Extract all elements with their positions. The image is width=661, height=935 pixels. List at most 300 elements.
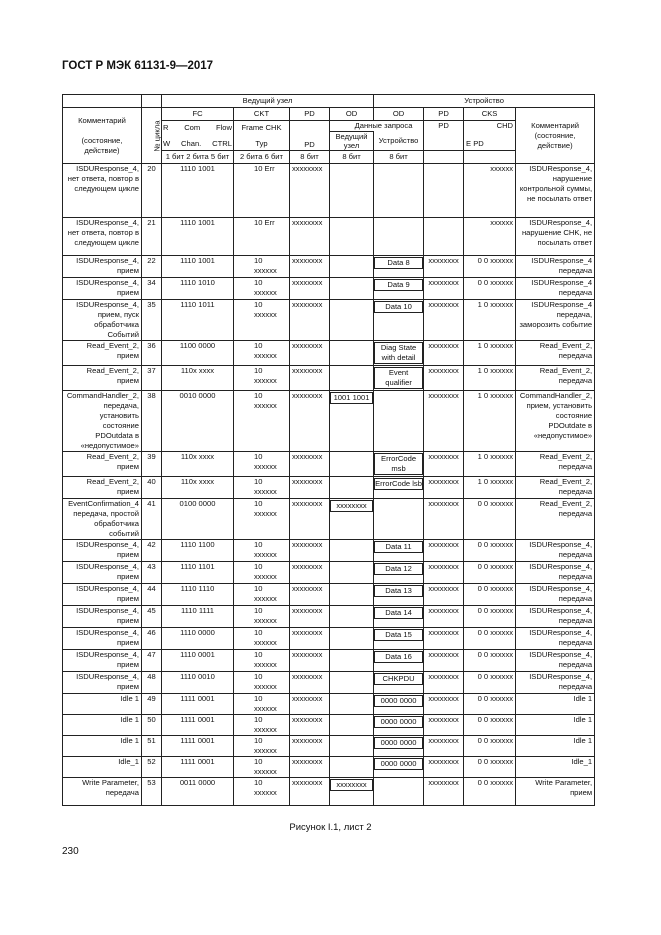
row-cycle: 40 — [142, 477, 162, 499]
row-pd: xxxxxxxx — [290, 736, 330, 757]
row-cycle: 45 — [142, 606, 162, 628]
row-comment: ISDUResponse_4, прием — [63, 584, 142, 606]
row-dev-pd: xxxxxxxx — [424, 278, 464, 300]
row-comment: ISDUResponse_4, прием — [63, 540, 142, 562]
row-od-device — [374, 499, 424, 540]
row-cks: 0 0 xxxxxx — [464, 540, 516, 562]
sequence-table — [62, 94, 595, 806]
fc-header: FC — [162, 108, 234, 121]
row-cycle: 22 — [142, 256, 162, 278]
row-cks: xxxxxx — [464, 218, 516, 256]
row-cycle: 50 — [142, 715, 162, 736]
row-ckt: 10 xxxxxx — [234, 672, 290, 694]
table-row — [63, 672, 595, 694]
row-cycle: 36 — [142, 341, 162, 366]
od-device-value: 0000 0000 — [374, 737, 423, 749]
row-dev-pd: xxxxxxxx — [424, 300, 464, 341]
row-pd: xxxxxxxx — [290, 341, 330, 366]
row-od-device — [374, 391, 424, 452]
row-pd: xxxxxxxx — [290, 606, 330, 628]
row-pd: xxxxxxxx — [290, 562, 330, 584]
row-fc: 1110 1011 — [162, 300, 234, 341]
row-cks: 1 0 xxxxxx — [464, 300, 516, 341]
row-comment: Read_Event_2, прием — [63, 341, 142, 366]
row-cycle: 46 — [142, 628, 162, 650]
row-dev-pd: xxxxxxxx — [424, 628, 464, 650]
row-dev-pd — [424, 164, 464, 218]
row-dev-pd: xxxxxxxx — [424, 672, 464, 694]
row-od-device — [374, 540, 424, 562]
row-fc: 110x xxxx — [162, 366, 234, 391]
row-dev-comment: Read_Event_2, передача — [516, 452, 595, 477]
row-od-master — [330, 391, 374, 452]
row-fc: 0100 0000 — [162, 499, 234, 540]
row-dev-pd: xxxxxxxx — [424, 757, 464, 778]
row-pd: xxxxxxxx — [290, 650, 330, 672]
row-dev-comment: Idle_1 — [516, 757, 595, 778]
od-device-value: Data 10 — [374, 301, 423, 313]
row-fc: 1110 1111 — [162, 606, 234, 628]
row-cks: xxxxxx — [464, 164, 516, 218]
od-device-value: Data 12 — [374, 563, 423, 575]
row-cycle: 53 — [142, 778, 162, 806]
row-od-master — [330, 341, 374, 366]
table-row — [63, 278, 595, 300]
dev-comment-header: Комментарий (состояние, действие) — [516, 108, 595, 164]
row-od-master — [330, 499, 374, 540]
row-comment: ISDUResponse_4, прием — [63, 278, 142, 300]
row-ckt: 10 Err — [234, 164, 290, 218]
row-od-master — [330, 540, 374, 562]
row-comment: ISDUResponse_4, прием — [63, 256, 142, 278]
row-ckt: 10 xxxxxx — [234, 628, 290, 650]
pd-header: PD — [290, 108, 330, 121]
row-dev-comment: ISDUResponse_4, передача — [516, 584, 595, 606]
ckt-header: CKT — [234, 108, 290, 121]
row-comment: ISDUResponse_4, нет ответа, повтор в следующем цикле — [63, 218, 142, 256]
row-od-master — [330, 628, 374, 650]
row-ckt: 10 xxxxxx — [234, 757, 290, 778]
row-fc: 1110 1010 — [162, 278, 234, 300]
row-comment: ISDUResponse_4, прием, пуск обработчика Событий — [63, 300, 142, 341]
row-ckt: 10 xxxxxx — [234, 778, 290, 806]
table-row — [63, 606, 595, 628]
row-dev-comment: ISDUResponse_4, нарушение контрольной суммы, не посылать ответ — [516, 164, 595, 218]
row-od-master — [330, 256, 374, 278]
table-row — [63, 715, 595, 736]
row-od-device — [374, 650, 424, 672]
ckt-subheader: Frame CHK Typ — [234, 121, 290, 151]
table-row — [63, 562, 595, 584]
row-cks: 1 0 xxxxxx — [464, 366, 516, 391]
dev-pd-subheader: PD — [424, 121, 464, 151]
od-device-value: Data 11 — [374, 541, 423, 553]
data-request-header: Данные запроса Ведущий узел Устройство — [330, 121, 424, 151]
row-fc: 1110 1001 — [162, 256, 234, 278]
row-ckt: 10 xxxxxx — [234, 540, 290, 562]
row-ckt: 10 xxxxxx — [234, 366, 290, 391]
cks-subheader: CHD E PD — [464, 121, 516, 151]
row-fc: 1110 1110 — [162, 584, 234, 606]
row-od-device — [374, 562, 424, 584]
row-comment: Idle 1 — [63, 694, 142, 715]
row-pd: xxxxxxxx — [290, 391, 330, 452]
table-row — [63, 540, 595, 562]
row-comment: Idle 1 — [63, 715, 142, 736]
row-pd: xxxxxxxx — [290, 584, 330, 606]
pd-subheader: PD — [290, 121, 330, 151]
row-comment: Idle_1 — [63, 757, 142, 778]
row-cks: 0 0 xxxxxx — [464, 672, 516, 694]
row-fc: 1110 1001 — [162, 164, 234, 218]
row-pd: xxxxxxxx — [290, 540, 330, 562]
cks-header: CKS — [464, 108, 516, 121]
row-pd: xxxxxxxx — [290, 256, 330, 278]
row-cycle: 48 — [142, 672, 162, 694]
table-row — [63, 300, 595, 341]
row-fc: 0010 0000 — [162, 391, 234, 452]
row-dev-comment: Read_Event_2, передача — [516, 341, 595, 366]
row-fc: 1110 1101 — [162, 562, 234, 584]
row-dev-comment: ISDUResponse_4, передача — [516, 606, 595, 628]
row-dev-pd: xxxxxxxx — [424, 477, 464, 499]
row-od-master — [330, 650, 374, 672]
row-ckt: 10 xxxxxx — [234, 584, 290, 606]
row-cycle: 43 — [142, 562, 162, 584]
od-device-value: Data 9 — [374, 279, 423, 291]
row-dev-pd: xxxxxxxx — [424, 650, 464, 672]
row-od-device — [374, 256, 424, 278]
row-dev-comment: Write Parameter, прием — [516, 778, 595, 806]
od-device-value: Data 13 — [374, 585, 423, 597]
row-ckt: 10 xxxxxx — [234, 300, 290, 341]
row-od-master — [330, 715, 374, 736]
table-row — [63, 499, 595, 540]
od-device-value: Data 15 — [374, 629, 423, 641]
row-ckt: 10 xxxxxx — [234, 278, 290, 300]
row-dev-pd: xxxxxxxx — [424, 694, 464, 715]
row-od-device — [374, 300, 424, 341]
od-device-value: 0000 0000 — [374, 716, 423, 728]
row-od-device — [374, 341, 424, 366]
row-cycle: 52 — [142, 757, 162, 778]
row-pd: xxxxxxxx — [290, 218, 330, 256]
row-od-device — [374, 477, 424, 499]
row-pd: xxxxxxxx — [290, 715, 330, 736]
row-cycle: 35 — [142, 300, 162, 341]
row-cks: 0 0 xxxxxx — [464, 628, 516, 650]
od-master-value: xxxxxxxx — [330, 500, 373, 512]
row-comment: ISDUResponse_4, прием — [63, 672, 142, 694]
row-od-master — [330, 300, 374, 341]
row-cks: 0 0 xxxxxx — [464, 778, 516, 806]
row-od-master — [330, 562, 374, 584]
row-pd: xxxxxxxx — [290, 672, 330, 694]
row-fc: 1110 1001 — [162, 218, 234, 256]
od-device-value: Event qualifier — [374, 367, 423, 389]
row-dev-comment: Read_Event_2, передача — [516, 499, 595, 540]
row-ckt: 10 xxxxxx — [234, 694, 290, 715]
table-row — [63, 694, 595, 715]
row-fc: 1111 0001 — [162, 757, 234, 778]
table-row — [63, 650, 595, 672]
od-device-value: 0000 0000 — [374, 758, 423, 770]
master-header: Ведущий узел — [162, 95, 374, 108]
dev-pd-header: PD — [424, 108, 464, 121]
row-comment: Idle 1 — [63, 736, 142, 757]
row-ckt: 10 xxxxxx — [234, 256, 290, 278]
row-ckt: 10 Err — [234, 218, 290, 256]
row-dev-pd: xxxxxxxx — [424, 452, 464, 477]
figure-caption: Рисунок I.1, лист 2 — [289, 822, 372, 833]
row-od-device — [374, 757, 424, 778]
table-row — [63, 391, 595, 452]
row-pd: xxxxxxxx — [290, 694, 330, 715]
row-od-device — [374, 628, 424, 650]
row-od-master — [330, 736, 374, 757]
row-cycle: 38 — [142, 391, 162, 452]
row-dev-pd: xxxxxxxx — [424, 540, 464, 562]
row-dev-comment: Idle 1 — [516, 736, 595, 757]
row-fc: 1111 0001 — [162, 715, 234, 736]
row-od-master — [330, 672, 374, 694]
row-dev-pd: xxxxxxxx — [424, 366, 464, 391]
row-cks: 1 0 xxxxxx — [464, 477, 516, 499]
row-dev-pd: xxxxxxxx — [424, 584, 464, 606]
row-od-master — [330, 606, 374, 628]
row-dev-comment: Idle 1 — [516, 694, 595, 715]
od-device-value: Diag State with detail — [374, 342, 423, 364]
row-cycle: 41 — [142, 499, 162, 540]
row-cks: 0 0 xxxxxx — [464, 584, 516, 606]
row-comment: ISDUResponse_4, прием — [63, 606, 142, 628]
row-cycle: 47 — [142, 650, 162, 672]
row-cks: 0 0 xxxxxx — [464, 606, 516, 628]
table-row — [63, 628, 595, 650]
row-od-device — [374, 606, 424, 628]
row-ckt: 10 xxxxxx — [234, 562, 290, 584]
row-comment: CommandHandler_2, передача, установить состояние PDOutdata в «недопустимое» — [63, 391, 142, 452]
row-comment: ISDUResponse_4, нет ответа, повтор в следующем цикле — [63, 164, 142, 218]
row-ckt: 10 xxxxxx — [234, 499, 290, 540]
dev-od-bits: 8 бит — [374, 151, 424, 164]
row-fc: 1110 0001 — [162, 650, 234, 672]
row-comment: Write Parameter, передача — [63, 778, 142, 806]
row-dev-pd: xxxxxxxx — [424, 606, 464, 628]
row-pd: xxxxxxxx — [290, 300, 330, 341]
cycle-no-header: № цикла — [142, 108, 162, 164]
row-cycle: 49 — [142, 694, 162, 715]
row-cks: 0 0 xxxxxx — [464, 736, 516, 757]
row-od-device — [374, 736, 424, 757]
row-cycle: 34 — [142, 278, 162, 300]
row-cks: 0 0 xxxxxx — [464, 278, 516, 300]
row-dev-comment: ISDUResponse_4, передача — [516, 650, 595, 672]
od-bits: 8 бит — [330, 151, 374, 164]
row-ckt: 10 xxxxxx — [234, 341, 290, 366]
row-ckt: 10 xxxxxx — [234, 391, 290, 452]
row-od-device — [374, 452, 424, 477]
row-pd: xxxxxxxx — [290, 278, 330, 300]
fc-subheader: R Com Flow W Chan. CTRL — [162, 121, 234, 151]
row-dev-pd: xxxxxxxx — [424, 562, 464, 584]
row-od-device — [374, 778, 424, 806]
row-fc: 1100 0000 — [162, 341, 234, 366]
row-fc: 1110 0000 — [162, 628, 234, 650]
row-od-device — [374, 715, 424, 736]
row-fc: 110x xxxx — [162, 452, 234, 477]
row-pd: xxxxxxxx — [290, 164, 330, 218]
table-row — [63, 256, 595, 278]
pd-bits: 8 бит — [290, 151, 330, 164]
row-ckt: 10 xxxxxx — [234, 606, 290, 628]
row-pd: xxxxxxxx — [290, 366, 330, 391]
row-cycle: 37 — [142, 366, 162, 391]
row-od-master — [330, 477, 374, 499]
table-row — [63, 366, 595, 391]
row-pd: xxxxxxxx — [290, 477, 330, 499]
row-comment: Read_Event_2, прием — [63, 452, 142, 477]
row-cks: 0 0 xxxxxx — [464, 562, 516, 584]
row-cks: 0 0 xxxxxx — [464, 650, 516, 672]
row-dev-pd: xxxxxxxx — [424, 778, 464, 806]
row-cycle: 39 — [142, 452, 162, 477]
od-device-value: Data 16 — [374, 651, 423, 663]
row-dev-pd: xxxxxxxx — [424, 341, 464, 366]
row-cks: 1 0 xxxxxx — [464, 391, 516, 452]
row-dev-pd: xxxxxxxx — [424, 499, 464, 540]
row-dev-comment: Read_Event_2, передача — [516, 366, 595, 391]
row-dev-comment: ISDUResponse_4, нарушение CHK, не посылать ответ — [516, 218, 595, 256]
row-fc: 1111 0001 — [162, 694, 234, 715]
row-comment: ISDUResponse_4, прием — [63, 562, 142, 584]
row-cycle: 20 — [142, 164, 162, 218]
od-header: OD — [330, 108, 374, 121]
table-row — [63, 218, 595, 256]
row-comment: ISDUResponse_4, прием — [63, 628, 142, 650]
row-od-master — [330, 694, 374, 715]
row-dev-pd: xxxxxxxx — [424, 715, 464, 736]
row-od-device — [374, 672, 424, 694]
row-ckt: 10 xxxxxx — [234, 736, 290, 757]
row-dev-comment: ISDUResponse_4, передача — [516, 672, 595, 694]
row-cks: 1 0 xxxxxx — [464, 341, 516, 366]
row-od-device — [374, 164, 424, 218]
row-od-master — [330, 218, 374, 256]
od-master-value: xxxxxxxx — [330, 779, 373, 791]
row-od-master — [330, 278, 374, 300]
device-header: Устройство — [374, 95, 595, 108]
row-fc: 1110 1100 — [162, 540, 234, 562]
row-dev-pd — [424, 218, 464, 256]
row-dev-comment: ISDUResponse_4 передача, заморозить событие — [516, 300, 595, 341]
row-ckt: 10 xxxxxx — [234, 477, 290, 499]
row-dev-comment: Read_Event_2, передача — [516, 477, 595, 499]
table-row — [63, 778, 595, 806]
row-od-device — [374, 694, 424, 715]
row-od-master — [330, 778, 374, 806]
row-cycle: 42 — [142, 540, 162, 562]
row-od-device — [374, 584, 424, 606]
row-od-master — [330, 366, 374, 391]
row-cycle: 51 — [142, 736, 162, 757]
row-od-master — [330, 757, 374, 778]
row-dev-comment: Idle 1 — [516, 715, 595, 736]
row-cycle: 44 — [142, 584, 162, 606]
row-fc: 1110 0010 — [162, 672, 234, 694]
row-od-master — [330, 584, 374, 606]
row-cks: 0 0 xxxxxx — [464, 499, 516, 540]
row-fc: 0011 0000 — [162, 778, 234, 806]
row-pd: xxxxxxxx — [290, 628, 330, 650]
row-od-device — [374, 278, 424, 300]
row-dev-comment: ISDUResponse_4 передача — [516, 256, 595, 278]
dev-od-header: OD — [374, 108, 424, 121]
row-cks: 1 0 xxxxxx — [464, 452, 516, 477]
od-device-value: ErrorCode msb — [374, 453, 423, 475]
row-cks: 0 0 xxxxxx — [464, 715, 516, 736]
comment-header: Комментарий (состояние, действие) — [63, 108, 142, 164]
row-od-master — [330, 164, 374, 218]
row-cks: 0 0 xxxxxx — [464, 757, 516, 778]
row-cks: 0 0 xxxxxx — [464, 256, 516, 278]
table-row — [63, 584, 595, 606]
row-pd: xxxxxxxx — [290, 757, 330, 778]
od-device-value: Data 14 — [374, 607, 423, 619]
row-dev-comment: ISDUResponse_4, передача — [516, 628, 595, 650]
od-device-value: Data 8 — [374, 257, 423, 269]
table-row — [63, 477, 595, 499]
row-cks: 0 0 xxxxxx — [464, 694, 516, 715]
row-fc: 1111 0001 — [162, 736, 234, 757]
od-device-value: ErrorCode lsb — [375, 479, 422, 488]
row-pd: xxxxxxxx — [290, 452, 330, 477]
ckt-bits: 2 бита 6 бит — [234, 151, 290, 164]
row-fc: 110x xxxx — [162, 477, 234, 499]
table-row — [63, 736, 595, 757]
row-dev-comment: ISDUResponse_4 передача — [516, 278, 595, 300]
row-dev-pd: xxxxxxxx — [424, 391, 464, 452]
row-ckt: 10 xxxxxx — [234, 715, 290, 736]
row-dev-pd: xxxxxxxx — [424, 736, 464, 757]
table-row — [63, 452, 595, 477]
row-dev-comment: CommandHandler_2, прием, установить состояние PDOutdate в «недопустимое» — [516, 391, 595, 452]
od-master-value: 1001 1001 — [330, 392, 373, 404]
row-comment: Read_Event_2, прием — [63, 366, 142, 391]
row-ckt: 10 xxxxxx — [234, 650, 290, 672]
table-row — [63, 757, 595, 778]
table-row — [63, 341, 595, 366]
row-pd: xxxxxxxx — [290, 499, 330, 540]
page-number: 230 — [62, 846, 79, 857]
row-ckt: 10 xxxxxx — [234, 452, 290, 477]
od-device-value: 0000 0000 — [374, 695, 423, 707]
row-comment: EventConfirmation_4 передача, простой обработчика событий — [63, 499, 142, 540]
row-od-master — [330, 452, 374, 477]
fc-bits: 1 бит 2 бита 5 бит — [162, 151, 234, 164]
row-dev-comment: ISDUResponse_4, передача — [516, 540, 595, 562]
row-od-device — [374, 366, 424, 391]
row-cycle: 21 — [142, 218, 162, 256]
row-dev-pd: xxxxxxxx — [424, 256, 464, 278]
row-comment: Read_Event_2, прием — [63, 477, 142, 499]
row-dev-comment: ISDUResponse_4, передача — [516, 562, 595, 584]
row-od-device — [374, 218, 424, 256]
row-comment: ISDUResponse_4, прием — [63, 650, 142, 672]
od-device-value: CHKPDU — [374, 673, 423, 685]
table-row — [63, 164, 595, 218]
page-header: ГОСТ Р МЭК 61131-9—2017 — [62, 60, 214, 72]
